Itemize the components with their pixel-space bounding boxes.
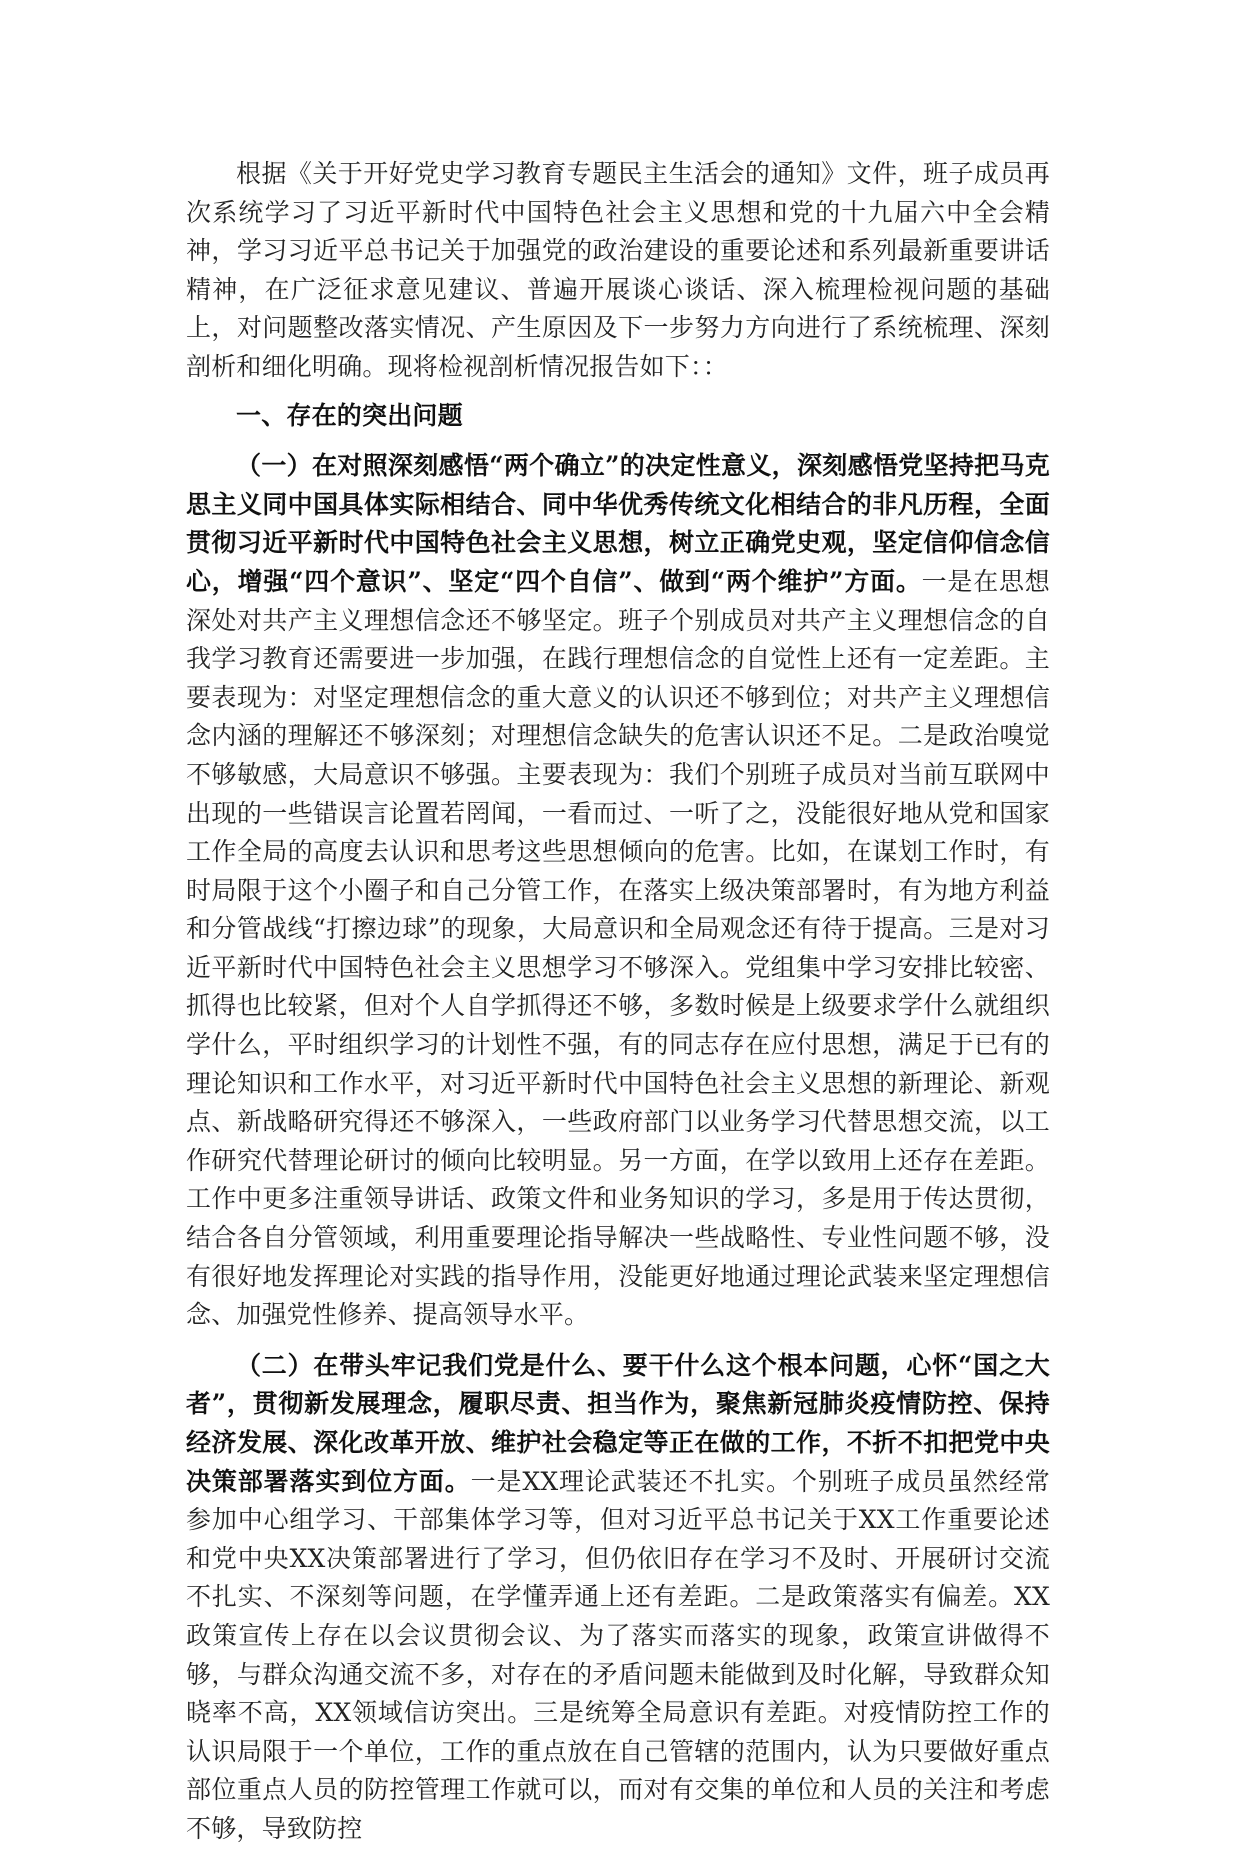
section-heading-problems: 一、存在的突出问题 bbox=[236, 400, 463, 430]
item-2-body: 一是XX理论武装还不扎实。个别班子成员虽然经常参加中心组学习、干部集体学习等，但对习近平总书记关于XX工作重要论述和党中央XX决策部署进行了学习，但仍依旧存在学习不及时、开展研讨交流不扎实、不深刻等问题，在学懂弄通上还有差距。二是政策落实有偏差。XX政策宣传上存在以会议贯彻会议、为了落实而落实的现象，政策宣讲做得不够，与群众沟通交流不多，对存在的矛盾问题未能做到及时化解，导致群众知晓率不高，XX领域信访突出。三是统筹全局意识有差距。对疫情防控工作的认识局限于一个单位，工作的重点放在自己管辖的范围内，认为只要做好重点部位重点人员的防控管理工作就可以，而对有交集的单位和人员的关注和考虑不够，导致防控 bbox=[186, 1466, 1050, 1843]
item-2-lead: （二）在带头牢记我们党是什么、要干什么这个根本问题，心怀“国之大者”，贯彻新发展理念，履职尽责、担当作为，聚焦新冠肺炎疫情防控、保持经济发展、深化改革开放、维护社会稳定等正在做的工作，不折不扣把党中央决策部署落实到位方面。 bbox=[186, 1350, 1050, 1496]
document-page bbox=[186, 155, 1050, 1849]
item-2-paragraph bbox=[186, 1347, 1050, 1849]
item-1-body: 一是在思想深处对共产主义理想信念还不够坚定。班子个别成员对共产主义理想信念的自我学习教育还需要进一步加强，在践行理想信念的自觉性上还有一定差距。主要表现为：对坚定理想信念的重大意义的认识还不够到位；对共产主义理想信念内涵的理解还不够深刻；对理想信念缺失的危害认识还不足。二是政治嗅觉不够敏感，大局意识不够强。主要表现为：我们个别班子成员对当前互联网中出现的一些错误言论置若罔闻，一看而过、一听了之，没能很好地从党和国家工作全局的高度去认识和思考这些思想倾向的危害。比如，在谋划工作时，有时局限于这个小圈子和自己分管工作，在落实上级决策部署时，有为地方利益和分管战线“打擦边球”的现象，大局意识和全局观念还有待于提高。三是对习近平新时代中国特色社会主义思想学习不够深入。党组集中学习安排比较密、抓得也比较紧，但对个人自学抓得还不够，多数时候是上级要求学什么就组织学什么，平时组织学习的计划性不强，有的同志存在应付思想，满足于已有的理论知识和工作水平，对习近平新时代中国特色社会主义思想的新理论、新观点、新战略研究得还不够深入，一些政府部门以业务学习代替思想交流，以工作研究代替理论研讨的倾向比较明显。另一方面，在学以致用上还存在差距。工作中更多注重领导讲话、政策文件和业务知识的学习，多是用于传达贯彻，结合各自分管领域，利用重要理论指导解决一些战略性、专业性问题不够，没有很好地发挥理论对实践的指导作用，没能更好地通过理论武装来坚定理想信念、加强党性修养、提高领导水平。 bbox=[186, 566, 1050, 1330]
item-1-paragraph bbox=[186, 447, 1050, 1335]
item-1-lead: （一）在对照深刻感悟“两个确立”的决定性意义，深刻感悟党坚持把马克思主义同中国具体实际相结合、同中华优秀传统文化相结合的非凡历程，全面贯彻习近平新时代中国特色社会主义思想，树立正确党史观，坚定信仰信念信心，增强“四个意识”、坚定“四个自信”、做到“两个维护”方面。 bbox=[186, 451, 1050, 596]
intro-paragraph: 根据《关于开好党史学习教育专题民主生活会的通知》文件，班子成员再次系统学习了习近平新时代中国特色社会主义思想和党的十九届六中全会精神，学习习近平总书记关于加强党的政治建设的重要论述和系列最新重要讲话精神，在广泛征求意见建议、普遍开展谈心谈话、深入梳理检视问题的基础上，对问题整改落实情况、产生原因及下一步努力方向进行了系统梳理、深刻剖析和细化明确。现将检视剖析情况报告如下：： bbox=[186, 159, 1050, 381]
